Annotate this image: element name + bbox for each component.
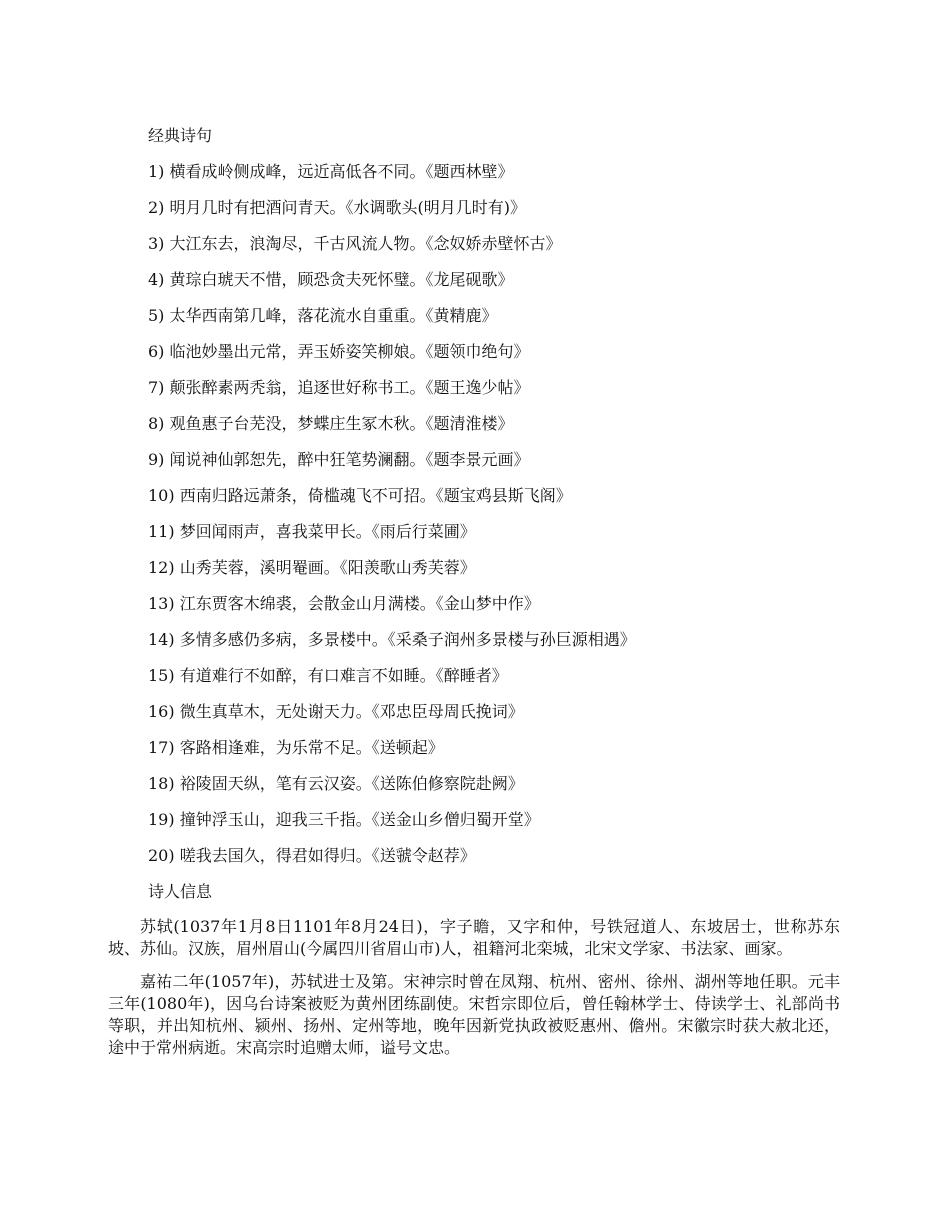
poems-heading: 经典诗句 <box>148 126 213 145</box>
poet-info-heading: 诗人信息 <box>148 882 213 901</box>
document-page <box>108 124 840 1070</box>
poem-line: 3) 大江东去，浪淘尽，千古风流人物。《念奴娇赤壁怀古》 <box>148 234 562 253</box>
poem-line: 17) 客路相逢难，为乐常不足。《送顿起》 <box>148 738 444 757</box>
poem-line: 2) 明月几时有把酒问青天。《水调歌头(明月几时有)》 <box>148 198 526 217</box>
poet-bio-paragraph: 苏轼(1037年1月8日1101年8月24日)，字子瞻，又字和仲，号铁冠道人、东坡居士，世称苏东坡、苏仙。汉族，眉州眉山(今属四川省眉山市)人，祖籍河北栾城，北宋文学家、书法家、画家。 <box>108 917 840 958</box>
poem-list <box>108 160 840 868</box>
poem-line: 15) 有道难行不如醉，有口难言不如睡。《醉睡者》 <box>148 666 508 685</box>
poem-line: 16) 微生真草木，无处谢天力。《邓忠臣母周氏挽词》 <box>148 702 524 721</box>
poem-line: 19) 撞钟浮玉山，迎我三千指。《送金山乡僧归蜀开堂》 <box>148 810 540 829</box>
poem-line: 12) 山秀芙蓉，溪明罨画。《阳羡歌山秀芙蓉》 <box>148 558 476 577</box>
poem-line: 20) 嗟我去国久，得君如得归。《送虢令赵荐》 <box>148 846 476 865</box>
poem-line: 8) 观鱼惠子台芜没，梦蝶庄生冢木秋。《题清淮楼》 <box>148 414 514 433</box>
poem-line: 11) 梦回闻雨声，喜我菜甲长。《雨后行菜圃》 <box>148 522 476 541</box>
poem-line: 5) 太华西南第几峰，落花流水自重重。《黄精鹿》 <box>148 306 498 325</box>
poem-line: 13) 江东贾客木绵裘，会散金山月满楼。《金山梦中作》 <box>148 594 540 613</box>
poem-line: 4) 黄琮白琥天不惜，顾恐贪夫死怀璧。《龙尾砚歌》 <box>148 270 514 289</box>
poem-line: 10) 西南归路远萧条，倚槛魂飞不可招。《题宝鸡县斯飞阁》 <box>148 486 572 505</box>
poem-line: 1) 横看成岭侧成峰，远近高低各不同。《题西林壁》 <box>148 162 514 181</box>
poet-career-paragraph: 嘉祐二年(1057年)，苏轼进士及第。宋神宗时曾在凤翔、杭州、密州、徐州、湖州等地任职。元丰三年(1080年)，因乌台诗案被贬为黄州团练副使。宋哲宗即位后，曾任翰林学士、侍读学士、礼部尚书等职，并出知杭州、颍州、扬州、定州等地，晚年因新党执政被贬惠州、儋州。宋徽宗时获大赦北还，途中于常州病逝。宋高宗时追赠太师，谥号文忠。 <box>108 972 840 1057</box>
poem-line: 7) 颠张醉素两秃翁，追逐世好称书工。《题王逸少帖》 <box>148 378 530 397</box>
poem-line: 9) 闻说神仙郭恕先，醉中狂笔势澜翻。《题李景元画》 <box>148 450 530 469</box>
poem-line: 14) 多情多感仍多病，多景楼中。《采桑子润州多景楼与孙巨源相遇》 <box>148 630 636 649</box>
poem-line: 18) 裕陵固天纵，笔有云汉姿。《送陈伯修察院赴阙》 <box>148 774 524 793</box>
poem-line: 6) 临池妙墨出元常，弄玉娇姿笑柳娘。《题领巾绝句》 <box>148 342 530 361</box>
